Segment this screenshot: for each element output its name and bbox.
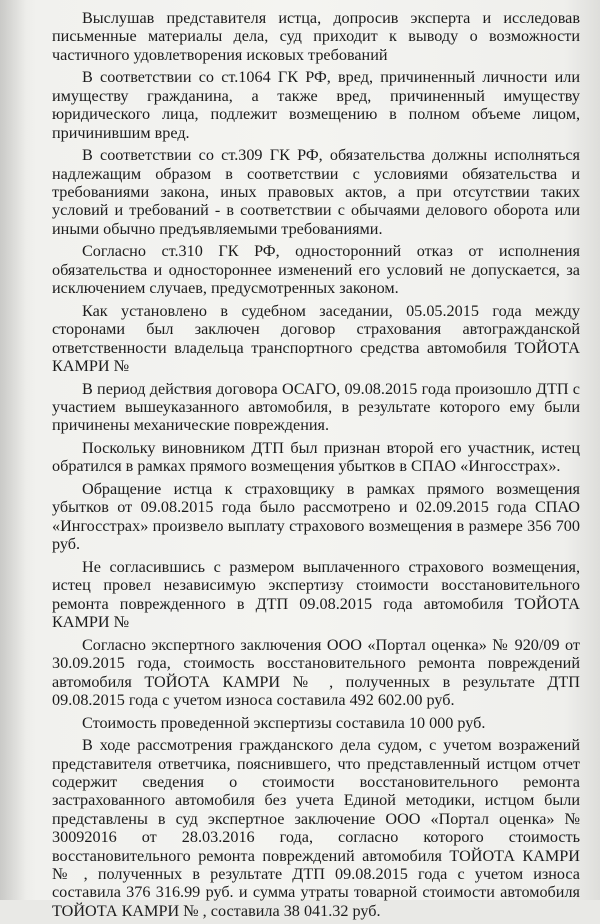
paragraph-11: Стоимость проведенной экспертизы составила 10 000 руб. [82, 713, 486, 732]
scan-edge-shadow [0, 0, 26, 900]
paragraph-2: В соответствии со ст.1064 ГК РФ, вред, причиненный личности или имуществу гражданина, а также вред, причиненный имуществу юридического лица, подлежит возмещению в полном объеме лицом, причинившим вред. [52, 68, 580, 142]
paragraph-9: Не согласившись с размером выплаченного страхового возмещения, истец провел независимую экспертизу стоимости восстановительного ремонта поврежденного в ДТП 09.08.2015 года автомобиля ТОЙОТА КАМРИ № [52, 557, 580, 632]
paragraph-8: Обращение истца к страховщику в рамках прямого возмещения убытков от 09.08.2015 года было рассмотрено и 02.09.2015 года СПАО «Ингосстрах» произвело выплату страхового возмещения в размере 356 700 руб. [52, 480, 580, 554]
paragraph-5: Как установлено в судебном заседании, 05.05.2015 года между сторонами был заключен договор страхования автогражданской ответственности владельца транспортного средства автомобиля ТОЙОТА КАМРИ № [52, 301, 580, 376]
paragraph-1: Выслушав представителя истца, допросив эксперта и исследовав письменные материалы дела, суд приходит к выводу о возможности частичного удовлетворения исковых требований [52, 9, 580, 64]
paragraph-4: Согласно ст.310 ГК РФ, односторонний отказ от исполнения обязательства и одностороннее изменений его условий не допускается, за исключением случаев, предусмотренных законом. [52, 242, 580, 298]
paragraph-3: В соответствии со ст.309 ГК РФ, обязательства должны исполняться надлежащим образом в соответствии с условиями обязательства и требованиями закона, иных правовых актов, а при отсутствии таких условий и требований - в соответствии с обычаями делового оборота или иными обычно предъявляемыми требованиями. [52, 146, 580, 238]
paragraph-12: В ходе рассмотрения гражданского дела судом, с учетом возражений представителя ответчика, пояснившего, что представленный истцом отчет содержит сведения о стоимости восстановительного ремонта застрахованного автомобиля без учета Единой методики, истцом были представлены в суд экспертное заключение ООО «Портал оценка» № 30092016 от 28.03.2016 года, согласно которого стоимость восстановительного ремонта повреждений автомобиля ТОЙОТА КАМРИ № , полученных в результате ДТП 09.08.2015 года с учетом износа составила 376 316.99 руб. и сумма утраты товарной стоимости автомобиля ТОЙОТА КАМРИ № , составила 38 041.32 руб. [52, 736, 580, 920]
paragraph-7: Поскольку виновником ДТП был признан второй его участник, истец обратился в рамках прямого возмещения убытков в СПАО «Ингосстрах». [52, 439, 580, 476]
paragraph-10: Согласно экспертного заключения ООО «Портал оценка» № 920/09 от 30.09.2015 года, стоимость восстановительного ремонта повреждений автомобиля ТОЙОТА КАМРИ № , полученных в результате ДТП 09.08.2015 года с учетом износа составила 492 602.00 руб. [52, 635, 580, 709]
paragraph-6: В период действия договора ОСАГО, 09.08.2015 года произошло ДТП с участием вышеуказанного автомобиля, в результате которого ему были причинены механические повреждения. [52, 379, 580, 435]
document-body [52, 9, 580, 924]
